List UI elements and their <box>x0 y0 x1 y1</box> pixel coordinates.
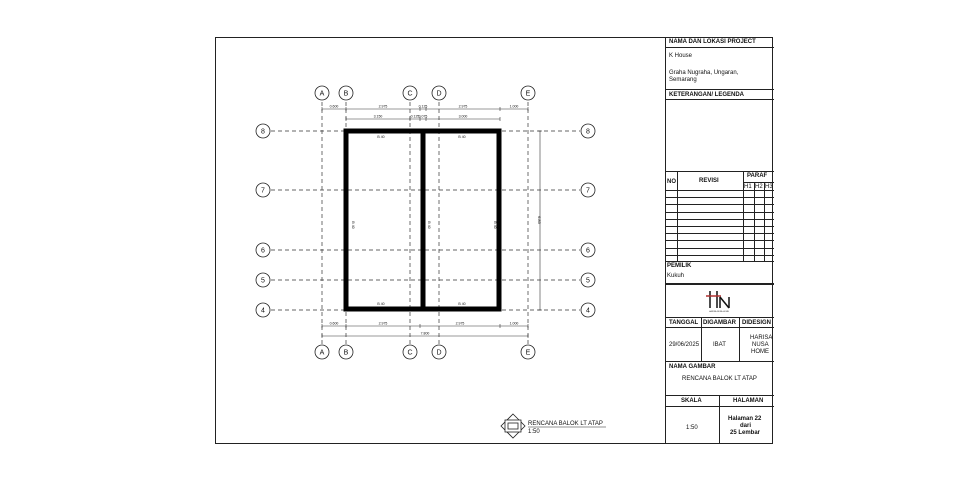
logo-section <box>666 284 774 318</box>
paraf-col-h2: H2 <box>755 184 763 190</box>
dimension-text: 0.600 <box>329 104 339 109</box>
grid-bubble-row-7-left <box>256 183 270 197</box>
dimension-text: 1.000 <box>509 104 519 109</box>
revision-no-label: NO <box>667 179 676 185</box>
svg-text:8: 8 <box>586 128 590 136</box>
svg-text:7: 7 <box>261 187 265 195</box>
dimension-text: 0.075 <box>418 114 428 119</box>
beam-label-top-left: B 40 <box>377 135 385 139</box>
grid-bubble-col-D-bottom <box>432 345 446 359</box>
svg-text:C: C <box>407 90 413 98</box>
project-name: K House <box>669 53 693 59</box>
logo-mark: HN <box>705 292 707 293</box>
owner-section <box>666 262 774 284</box>
dimension-text: 2.975 <box>378 321 388 326</box>
svg-text:B: B <box>343 90 349 98</box>
date-label: TANGGAL <box>669 320 699 326</box>
svg-text:6: 6 <box>261 247 265 255</box>
svg-text:5: 5 <box>261 277 265 285</box>
title-block <box>665 37 773 444</box>
caption-scale: 1:50 <box>528 429 540 435</box>
page-value-3: 25 Lembar <box>730 430 761 436</box>
revision-table <box>666 172 774 262</box>
project-heading: NAMA DAN LOKASI PROJECT <box>669 39 756 45</box>
caption-title: RENCANA BALOK LT ATAP <box>528 421 603 427</box>
grid-bubble-col-B-bottom <box>339 345 353 359</box>
meta-values <box>666 328 774 362</box>
grid-bubble-row-6-left <box>256 243 270 257</box>
date-value: 29/06/2025 <box>669 342 700 348</box>
grid-bubble-col-A-top <box>315 86 329 100</box>
svg-text:B: B <box>343 349 349 357</box>
beams <box>346 131 499 309</box>
beam-label-mid: B 40 <box>427 221 431 229</box>
paraf-label: PARAF <box>747 173 768 179</box>
meta-header <box>666 318 774 328</box>
company-logo-icon <box>704 288 734 314</box>
grid-bubble-row-4-left <box>256 303 270 317</box>
side-dimension: 6.85 <box>537 216 542 224</box>
caption-symbol-icon <box>501 414 525 438</box>
legend-heading: KETERANGAN/ LEGENDA <box>669 92 745 98</box>
drawing-heading: NAMA GAMBAR <box>669 364 716 370</box>
beam-label-top-right: B 40 <box>458 135 466 139</box>
page-label: HALAMAN <box>733 398 764 404</box>
svg-text:8: 8 <box>261 128 265 136</box>
legend-section <box>666 90 774 100</box>
svg-text:4: 4 <box>586 307 590 315</box>
grid-bubble-row-8-left <box>256 124 270 138</box>
svg-text:4: 4 <box>261 307 265 315</box>
svg-text:C: C <box>407 349 413 357</box>
drawing-caption <box>501 414 606 438</box>
svg-text:D: D <box>436 90 442 98</box>
drawing-name-section <box>666 362 774 396</box>
scale-value: 1:50 <box>686 425 698 431</box>
paraf-col-h3: H3 <box>765 184 773 190</box>
footer-values <box>666 407 774 444</box>
page-value-1: Halaman 22 <box>728 416 762 422</box>
project-address-1: Graha Nugraha, Ungaran, <box>669 70 739 76</box>
grid-bubble-col-A-bottom <box>315 345 329 359</box>
dimension-text: 1.000 <box>509 321 519 326</box>
grid-bubble-row-7-right <box>581 183 595 197</box>
project-address-2: Semarang <box>669 77 697 83</box>
beam-label-bottom-left: B 40 <box>377 302 385 306</box>
owner-heading: PEMILIK <box>667 263 692 269</box>
grid-bubble-row-6-right <box>581 243 595 257</box>
grid-bubble-col-D-top <box>432 86 446 100</box>
grid-bubble-row-5-right <box>581 273 595 287</box>
svg-text:7: 7 <box>586 187 590 195</box>
dimension-text: 3.150 <box>373 114 383 119</box>
scale-label: SKALA <box>681 398 702 404</box>
dimension-text: 0.125 <box>410 114 420 119</box>
dimension-text: 2.975 <box>455 321 465 326</box>
owner-name: Kukuh <box>667 273 685 279</box>
project-section <box>666 37 774 48</box>
svg-text:A: A <box>319 349 325 357</box>
svg-text:A: A <box>319 90 325 98</box>
drawn-value: IBAT <box>713 342 726 348</box>
grid-bubble-row-8-right <box>581 124 595 138</box>
grid-bubble-col-E-bottom <box>521 345 535 359</box>
svg-text:D: D <box>436 349 442 357</box>
design-label: DIDESIGN <box>742 320 772 326</box>
grid-bubble-row-4-right <box>581 303 595 317</box>
grid-bubble-col-C-bottom <box>403 345 417 359</box>
page-value-2: dari <box>740 423 752 429</box>
svg-text:6: 6 <box>586 247 590 255</box>
footer-header <box>666 396 774 407</box>
svg-text:E: E <box>525 349 531 357</box>
revision-label: REVISI <box>699 178 719 184</box>
dimension-text: 2.975 <box>458 104 468 109</box>
legend-area <box>666 100 774 172</box>
dimension-text: 0.600 <box>329 321 339 326</box>
dimension-total: 7.800 <box>420 331 430 336</box>
drawn-label: DIGAMBAR <box>703 320 736 326</box>
dimension-text: 0.125 <box>418 104 428 109</box>
project-info <box>666 48 774 90</box>
design-value-2: NUSA <box>752 342 769 348</box>
dimension-text: 2.975 <box>378 104 388 109</box>
beam-label-right: B 40 <box>493 221 497 229</box>
grid-bubble-col-E-top <box>521 86 535 100</box>
beam-label-bottom-right: B 40 <box>458 302 466 306</box>
grid-bubble-col-B-top <box>339 86 353 100</box>
paraf-col-h1: H1 <box>744 184 752 190</box>
drawing-title: RENCANA BALOK LT ATAP <box>682 376 757 382</box>
design-value-3: HOME <box>751 349 769 355</box>
dimension-text: 3.000 <box>458 114 468 119</box>
svg-text:E: E <box>525 90 531 98</box>
grid-bubble-row-5-left <box>256 273 270 287</box>
beam-label-left: B 40 <box>351 221 355 229</box>
svg-text:5: 5 <box>586 277 590 285</box>
grid-bubble-col-C-top <box>403 86 417 100</box>
design-value-1: HARISA <box>750 335 773 341</box>
logo-caption: HARISA NUSA HOME <box>709 311 729 313</box>
